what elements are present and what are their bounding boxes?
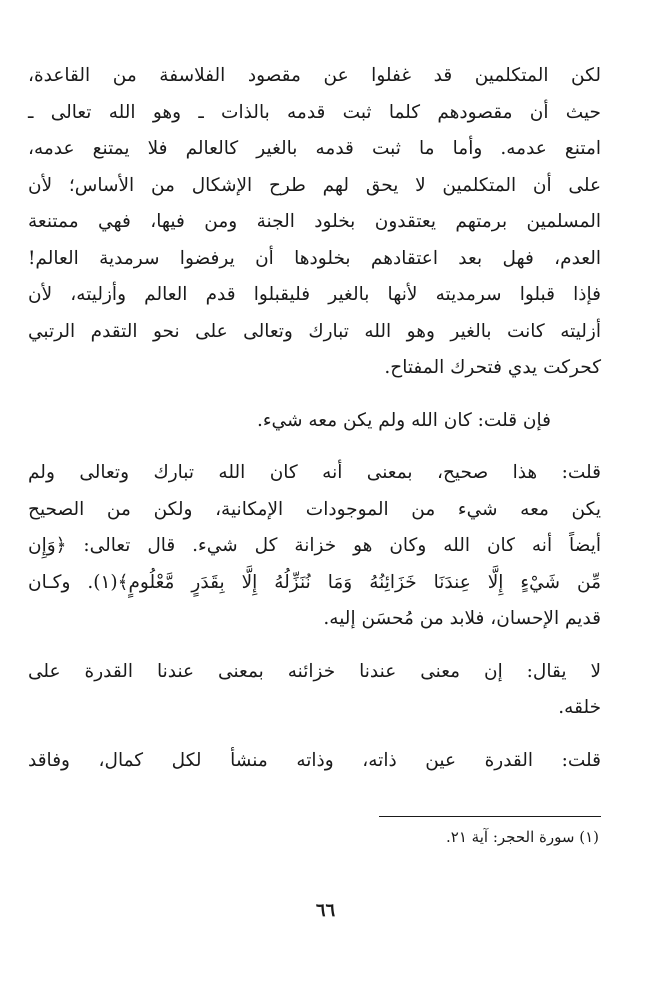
paragraph-1 xyxy=(28,58,601,387)
text-line: أيضاً أنه كان الله وكان هو خزانة كل شيء. قال تعالى: ﴿وَإِن xyxy=(28,535,601,556)
text-line: فإذا قبلوا سرمديته لأنها بالغير فليقبلوا قدم العالم وأزليته، لأن xyxy=(28,284,601,305)
text-line: العدم، فهل بعد اعتقادهم بخلودها أن يرفضوا سرمدية العالم! xyxy=(28,247,601,269)
paragraph-4 xyxy=(28,654,601,727)
main-text xyxy=(28,58,601,779)
paragraph-2 xyxy=(28,403,601,440)
footnote-divider xyxy=(379,816,601,817)
text-line: المسلمين برمتهم يعتقدون بخلود الجنة ومن فيها، فهي ممتنعة xyxy=(28,211,601,232)
text-line: قلت: القدرة عين ذاته، وذاته منشأ لكل كمال، وفاقد xyxy=(28,749,601,771)
text-line: كحركت يدي فتحرك المفتاح. xyxy=(384,357,601,378)
text-line: امتنع عدمه. وأما ما ثبت قدمه بالغير كالعالم فلا يمتنع عدمه، xyxy=(28,138,601,159)
text-line: أزليته كانت بالغير وهو الله تبارك وتعالى على نحو التقدم الرتبي xyxy=(28,320,601,342)
text-line: قديم الإحسان، فلابد من مُحسَن إليه. xyxy=(323,608,601,629)
paragraph-5 xyxy=(28,743,601,780)
text-line: حيث أن مقصودهم كلما ثبت قدمه بالذات ـ وهو الله تعالى ـ xyxy=(28,101,601,123)
text-line: على أن المتكلمين لا يحق لهم طرح الإشكال من الأساس؛ لأن xyxy=(28,174,601,196)
page-number: ٦٦ xyxy=(315,900,336,921)
text-line: مِّن شَيْءٍ إِلَّا عِندَنَا خَزَائِنُهُ وَمَا نُنَزِّلُهُ إِلَّا بِقَدَرٍ مَّعْلُومٍ﴾(١). وكـان xyxy=(28,571,602,593)
text-line: لكن المتكلمين قد غفلوا عن مقصود الفلاسفة من القاعدة، xyxy=(28,65,601,86)
text-line: يكن معه شيء من الموجودات الإمكانية، ولكن من الصحيح xyxy=(28,498,601,520)
text-line: خلقه. xyxy=(558,697,601,718)
paragraph-3 xyxy=(28,455,601,638)
text-line: قلت: هذا صحيح، بمعنى أنه كان الله تبارك وتعالى ولم xyxy=(28,462,601,483)
footnote: (١) سورة الحجر: آية ٢١. xyxy=(446,828,599,846)
text-line: فإن قلت: كان الله ولم يكن معه شيء. xyxy=(256,409,551,431)
text-line: لا يقال: إن معنى عندنا خزائنه بمعنى عندنا القدرة على xyxy=(28,660,601,682)
